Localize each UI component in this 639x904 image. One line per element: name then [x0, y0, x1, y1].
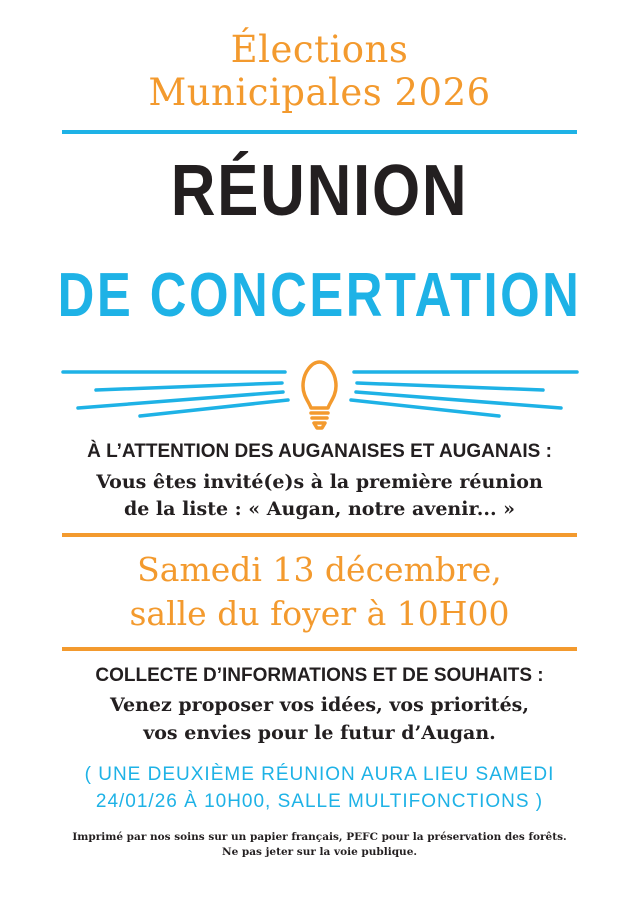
event-date: Samedi 13 décembre,: [137, 550, 502, 589]
title-municipales: Municipales 2026: [148, 71, 491, 114]
event-location: salle du foyer à 10H00: [129, 594, 510, 633]
orange-divider-top: [62, 533, 577, 537]
footer-line2: Ne pas jeter sur la voie publique.: [221, 846, 418, 858]
second-meeting-line1: ( UNE DEUXIÈME RÉUNION AURA LIEU SAMEDI: [84, 764, 555, 785]
attention-line1: Vous êtes invité(e)s à la première réunion: [96, 471, 543, 493]
title-concertation: DE CONCERTATION: [57, 261, 582, 330]
collecte-line2: vos envies pour le futur d’Augan.: [143, 722, 496, 744]
title-elections: Élections: [230, 28, 409, 71]
attention-line2: de la liste : « Augan, notre avenir... »: [123, 498, 516, 520]
title-reunion: RÉUNION: [170, 151, 469, 231]
attention-heading: À L’ATTENTION DES AUGANAISES ET AUGANAIS :: [87, 441, 552, 462]
footer-line1: Imprimé par nos soins sur un papier français, PEFC pour la préservation des forêts.: [72, 831, 567, 843]
second-meeting-line2: 24/01/26 À 10H00, SALLE MULTIFONCTIONS ): [95, 791, 544, 812]
top-divider: [62, 130, 577, 134]
lightbulb-divider: [0, 350, 639, 440]
collecte-line1: Venez proposer vos idées, vos priorités,: [110, 694, 529, 716]
collecte-heading: COLLECTE D’INFORMATIONS ET DE SOUHAITS :: [95, 665, 544, 686]
lightbulb-icon: [303, 362, 336, 428]
orange-divider-bottom: [62, 647, 577, 651]
